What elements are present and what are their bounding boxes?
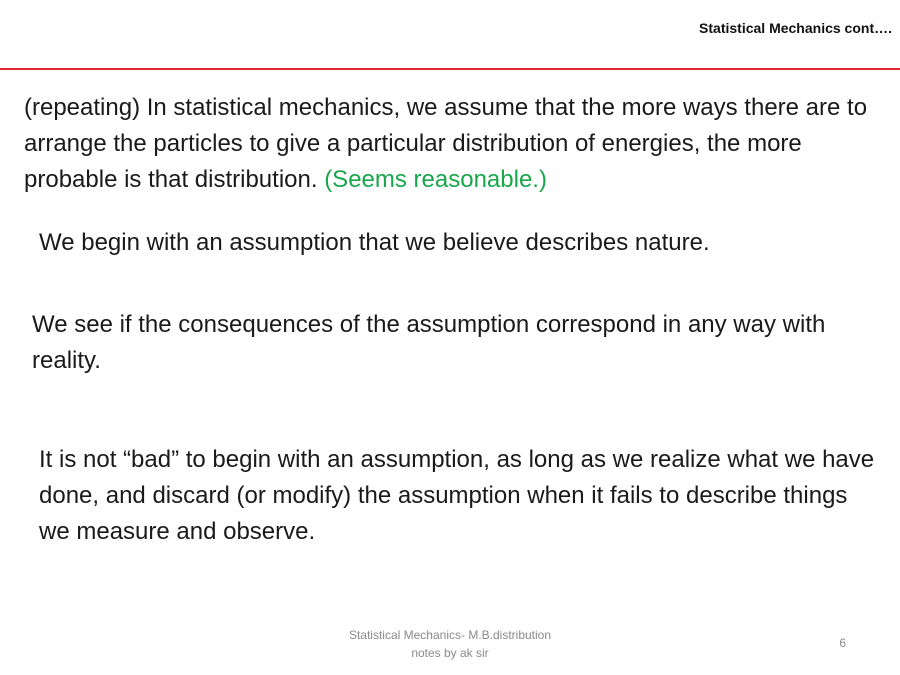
page-number: 6 <box>839 636 846 650</box>
paragraph-repeating <box>24 90 884 198</box>
footer-line-1: Statistical Mechanics- M.B.distribution <box>348 628 552 642</box>
paragraph-assumption: We begin with an assumption that we believe describes nature. <box>39 229 710 256</box>
paragraph-consequences: We see if the consequences of the assumption correspond in any way with reality. <box>32 311 826 374</box>
header-divider <box>0 68 900 70</box>
highlight-seems-reasonable: (Seems reasonable.) <box>324 166 547 193</box>
slide-header-title: Statistical Mechanics cont…. <box>699 20 892 36</box>
slide-footer <box>300 626 600 662</box>
paragraph-not-bad: It is not “bad” to begin with an assumption, as long as we realize what we have done, and discard (or modify) the assumption when it fails to describe things we measure and observe. <box>39 446 875 545</box>
paragraph-repeating-text: (repeating) In statistical mechanics, we assume that the more ways there are to arrange the particles to give a particular distribution of energies, the more probable is that distribution. <box>24 94 868 193</box>
footer-line-2: notes by ak sir <box>411 646 489 660</box>
